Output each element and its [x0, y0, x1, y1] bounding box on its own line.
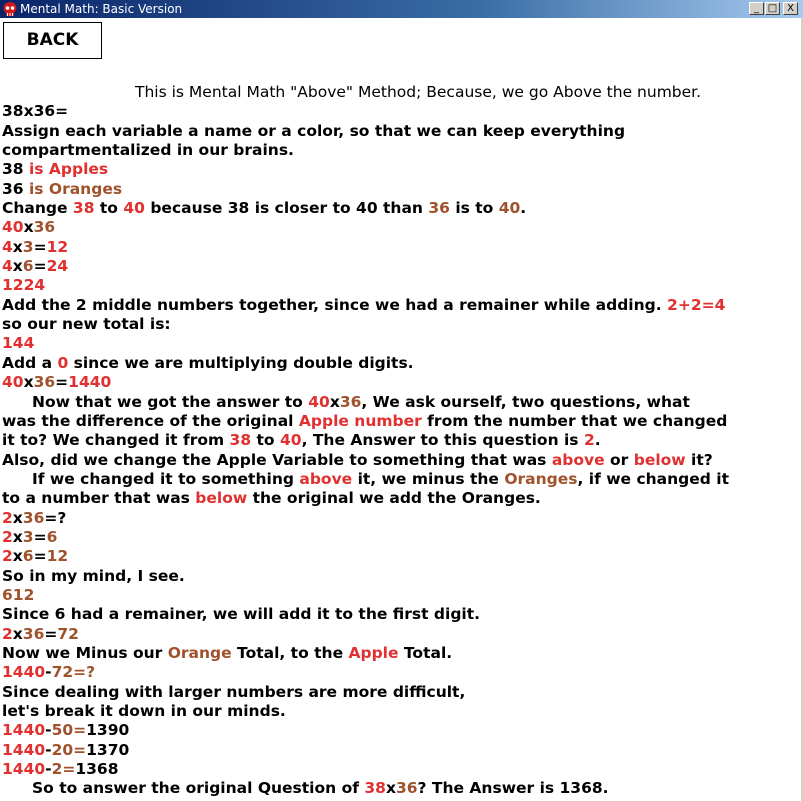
plain-text: 1368	[75, 760, 119, 779]
plain-text: -	[45, 663, 52, 682]
plain-text: x	[12, 257, 23, 276]
plain-text: =	[33, 547, 47, 566]
plain-text: If we changed it to something	[32, 469, 300, 488]
plain-text: let's break it down in our minds.	[2, 702, 286, 720]
lesson-line	[2, 412, 800, 431]
plain-text: to a number that was	[2, 489, 196, 508]
lesson-line	[2, 180, 800, 199]
lesson-line	[2, 373, 800, 392]
orange-text: 3	[22, 237, 34, 256]
apple-text: 40	[2, 218, 24, 237]
orange-text: 36	[428, 199, 450, 218]
apple-text: 40	[123, 199, 145, 218]
plain-text: to	[251, 431, 280, 450]
lesson-line	[2, 334, 800, 353]
plain-text: , if we changed it	[577, 469, 729, 488]
apple-text: 1224	[2, 276, 46, 295]
apple-text: 4	[2, 237, 13, 256]
plain-text: x	[23, 373, 34, 392]
lesson-line	[2, 741, 800, 760]
lesson-line	[2, 586, 800, 605]
lesson-line	[2, 431, 800, 450]
plain-text: x	[12, 527, 23, 546]
lesson-line	[2, 218, 800, 237]
apple-text: 144	[2, 334, 35, 353]
apple-text: 2	[583, 431, 595, 450]
apple-text: 12	[46, 237, 69, 256]
apple-text: 2+2=4	[667, 295, 726, 314]
plain-text: from the number that we changed	[421, 411, 728, 430]
orange-text: 36	[22, 624, 45, 643]
lesson-line	[2, 605, 800, 624]
lesson-line	[2, 489, 800, 508]
plain-text: the original we add the Oranges.	[247, 489, 541, 508]
plain-text: -	[45, 721, 52, 740]
minimize-button[interactable]: _	[749, 2, 764, 15]
plain-text: -	[45, 760, 52, 779]
plain-text: x	[385, 779, 396, 798]
orange-text: 36	[339, 392, 362, 411]
plain-text: =	[44, 624, 58, 643]
plain-text: ? The Answer is 1368.	[417, 779, 609, 798]
skull-app-icon	[2, 1, 18, 17]
orange-text: 6	[22, 257, 34, 276]
lesson-line	[2, 393, 800, 412]
plain-text: x	[12, 547, 23, 566]
plain-text: , The Answer to this question is	[301, 431, 584, 450]
apple-text: is Apples	[28, 160, 109, 179]
lesson-line	[2, 238, 800, 257]
plain-text: 38	[2, 160, 29, 179]
lesson-line	[2, 509, 800, 528]
lesson-line	[2, 470, 800, 489]
lesson-line	[2, 779, 800, 798]
apple-text: 1440	[2, 740, 46, 759]
apple-text: 1440	[2, 663, 46, 682]
lesson-line	[2, 122, 800, 141]
orange-text: 612	[2, 585, 35, 604]
apple-text: above	[551, 450, 605, 469]
plain-text: since we are multiplying double digits.	[68, 353, 414, 372]
intro-heading	[2, 83, 800, 102]
plain-text: =	[33, 257, 47, 276]
orange-text: 72=?	[51, 663, 96, 682]
lesson-line	[2, 528, 800, 547]
apple-text: above	[299, 469, 353, 488]
apple-text: 2	[2, 547, 13, 566]
apple-text: 4	[2, 257, 13, 276]
apple-text: below	[195, 489, 248, 508]
orange-text: 6	[46, 527, 58, 546]
plain-text: Change	[2, 199, 73, 218]
plain-text: it, we minus the	[352, 469, 505, 488]
plain-text: it?	[685, 450, 713, 469]
lesson-line	[2, 451, 800, 470]
plain-text: 38x36=	[2, 102, 69, 121]
plain-text: x	[12, 508, 23, 527]
orange-text: 36	[33, 218, 56, 237]
lesson-line	[2, 760, 800, 779]
orange-text: Orange	[167, 643, 232, 662]
plain-text: x	[23, 218, 34, 237]
plain-text: so our new total is:	[2, 315, 171, 334]
plain-text: it to? We changed it from	[2, 431, 230, 450]
lesson-line	[2, 702, 800, 721]
lesson-line	[2, 663, 800, 682]
lesson-line	[2, 567, 800, 586]
lesson-line	[2, 721, 800, 740]
plain-text: =?	[44, 508, 67, 527]
plain-text: =	[33, 237, 47, 256]
plain-text: Now we Minus our	[2, 643, 168, 662]
plain-text: x	[329, 392, 340, 411]
plain-text: compartmentalized in our brains.	[2, 141, 294, 160]
apple-text: 0	[57, 353, 69, 372]
lesson-line	[2, 257, 800, 276]
close-button[interactable]: X	[783, 2, 798, 15]
orange-text: 6	[22, 547, 34, 566]
apple-text: 40	[279, 431, 302, 450]
plain-text: 1390	[86, 721, 130, 740]
orange-text: 36	[395, 779, 418, 798]
lesson-line	[2, 160, 800, 179]
plain-text: 1370	[86, 740, 130, 759]
orange-text: 2=	[51, 760, 76, 779]
title-bar	[0, 0, 803, 18]
plain-text: -	[45, 740, 52, 759]
plain-text: x	[12, 237, 23, 256]
orange-text: 72	[57, 624, 79, 643]
lesson-line	[2, 296, 800, 315]
apple-text: 2	[2, 508, 13, 527]
plain-text: 36	[2, 179, 29, 198]
plain-text: Now that we got the answer to	[32, 392, 309, 411]
lesson-line	[2, 276, 800, 295]
lesson-line	[2, 644, 800, 663]
orange-text: Oranges	[504, 469, 578, 488]
apple-text: 40	[2, 373, 24, 392]
plain-text: =	[33, 527, 47, 546]
plain-text: , We ask ourself, two questions, what	[361, 392, 690, 411]
plain-text: This is Mental Math "Above" Method; Because, we go Above the number.	[135, 83, 702, 101]
plain-text: So to answer the original Question of	[32, 779, 365, 798]
apple-text: 40	[308, 392, 330, 411]
plain-text: Since dealing with larger numbers are more difficult,	[2, 682, 466, 701]
lesson-line	[2, 625, 800, 644]
plain-text: .	[520, 199, 527, 218]
apple-text: 24	[46, 257, 69, 276]
apple-text: 38	[364, 779, 386, 798]
orange-text: 50=	[51, 721, 87, 740]
plain-text: to	[94, 199, 124, 218]
lesson-line	[2, 354, 800, 373]
lesson-line	[2, 199, 800, 218]
apple-text: 1440	[2, 721, 46, 740]
apple-text: 1440	[2, 760, 46, 779]
orange-text: 12	[46, 547, 69, 566]
apple-text: 2	[2, 527, 13, 546]
apple-text: 1440	[68, 373, 112, 392]
plain-text: Add the 2 middle numbers together, since we had a remainer while adding.	[2, 295, 668, 314]
plain-text: x	[12, 624, 23, 643]
plain-text: .	[594, 431, 601, 450]
lesson-line	[2, 683, 800, 702]
apple-text: Apple	[348, 643, 399, 662]
lesson-line	[2, 141, 800, 160]
orange-text: 40	[498, 199, 521, 218]
lesson-text	[2, 83, 800, 799]
plain-text: Assign each variable a name or a color, so that we can keep everything	[2, 121, 626, 140]
plain-text: Also, did we change the Apple Variable to something that was	[2, 450, 552, 469]
apple-text: 38	[229, 431, 252, 450]
plain-text: is to	[449, 199, 499, 218]
orange-text: 3	[22, 527, 34, 546]
lesson-line	[2, 315, 800, 334]
back-button[interactable]: BACK	[3, 22, 102, 59]
lesson-line	[2, 547, 800, 566]
plain-text: =	[55, 373, 69, 392]
plain-text: or	[604, 450, 634, 469]
plain-text: because 38 is closer to 40 than	[144, 199, 429, 218]
plain-text: Since 6 had a remainer, we will add it to the first digit.	[2, 605, 481, 624]
maximize-button[interactable]: □	[765, 2, 780, 15]
plain-text: Total, to the	[231, 643, 349, 662]
apple-text: Apple number	[298, 411, 422, 430]
plain-text: Total.	[398, 643, 453, 662]
plain-text: was the difference of the original	[2, 411, 299, 430]
lesson-line	[2, 102, 800, 121]
apple-text: 38	[72, 199, 95, 218]
orange-text: 36	[22, 508, 45, 527]
orange-text: 20=	[51, 740, 87, 759]
plain-text: So in my mind, I see.	[2, 566, 185, 585]
apple-text: 2	[2, 624, 13, 643]
window-title: Mental Math: Basic Version	[20, 2, 183, 16]
plain-text: Add a	[2, 353, 58, 372]
apple-text: below	[633, 450, 686, 469]
orange-text: is Oranges	[28, 179, 123, 198]
orange-text: 36	[33, 373, 56, 392]
